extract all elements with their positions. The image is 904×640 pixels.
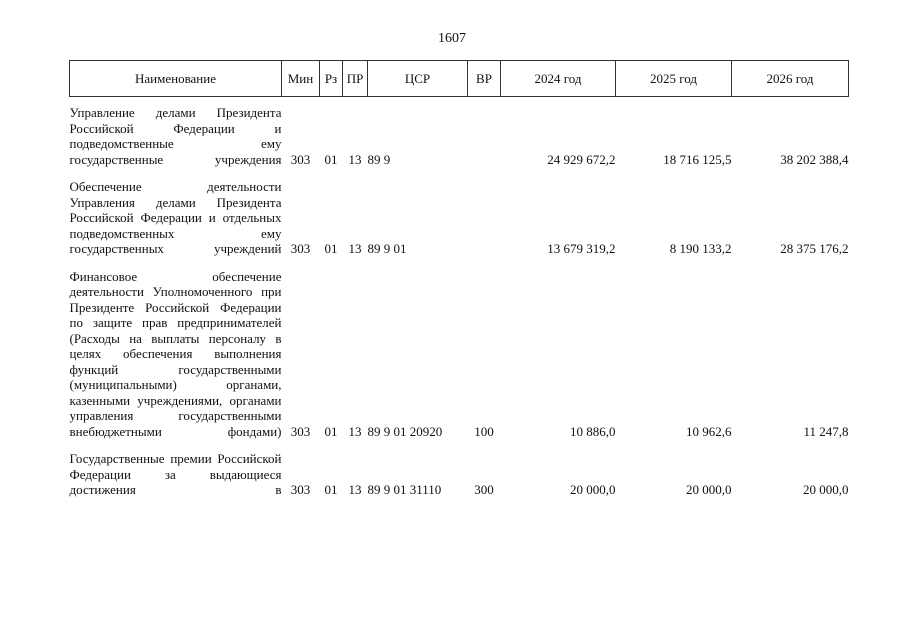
table-row <box>70 171 849 261</box>
table-row <box>70 261 849 444</box>
row-2026: 20 000,0 <box>803 482 849 497</box>
header-min: Мин <box>282 61 320 97</box>
row-2026: 11 247,8 <box>803 423 849 439</box>
header-pr: ПР <box>343 61 368 97</box>
header-2025: 2025 год <box>616 61 732 97</box>
table-row <box>70 105 849 171</box>
row-name: Государственные премии Российской Федерации за выдающиеся достижения в <box>69 451 282 497</box>
row-2024: 24 929 672,2 <box>547 151 616 167</box>
row-pr: 13 <box>348 151 362 167</box>
table-header-row <box>70 61 849 97</box>
row-vr <box>468 105 501 171</box>
row-min: 303 <box>290 482 311 497</box>
row-2024: 13 679 319,2 <box>547 241 616 256</box>
row-csr: 89 9 <box>367 151 391 167</box>
row-rz: 01 <box>324 482 338 497</box>
page-number: 1607 <box>438 31 466 46</box>
row-2025: 8 190 133,2 <box>669 241 732 256</box>
row-2025: 20 000,0 <box>686 482 732 497</box>
row-2026: 28 375 176,2 <box>780 241 849 256</box>
row-2024: 10 886,0 <box>570 423 616 439</box>
row-min: 303 <box>290 241 311 256</box>
row-min: 303 <box>290 423 311 439</box>
row-min: 303 <box>290 151 311 167</box>
row-vr <box>468 171 501 261</box>
table-row <box>70 443 849 502</box>
header-name: Наименование <box>70 61 282 97</box>
row-vr: 100 <box>474 423 494 439</box>
row-2026: 38 202 388,4 <box>780 151 849 167</box>
row-pr: 13 <box>348 482 362 497</box>
row-pr: 13 <box>348 241 362 256</box>
row-csr: 89 9 01 <box>367 241 407 256</box>
header-rz: Рз <box>320 61 343 97</box>
row-pr: 13 <box>348 423 362 439</box>
row-2025: 18 716 125,5 <box>663 151 732 167</box>
row-2025: 10 962,6 <box>686 423 732 439</box>
header-2024: 2024 год <box>501 61 616 97</box>
row-vr: 300 <box>474 482 494 497</box>
row-name: Обеспечение деятельности Управления делами Президента Российской Федерации и отдельных подведомственных ему государственных учреждений <box>69 179 282 256</box>
header-csr: ЦСР <box>368 61 468 97</box>
header-2026: 2026 год <box>732 61 849 97</box>
row-rz: 01 <box>324 241 338 256</box>
header-vr: ВР <box>468 61 501 97</box>
row-2024: 20 000,0 <box>570 482 616 497</box>
row-csr: 89 9 01 20920 <box>367 423 443 439</box>
row-name: Управление делами Президента Российской Федерации и подведомственные ему государственные учреждения <box>69 105 282 167</box>
row-rz: 01 <box>324 423 338 439</box>
budget-table <box>69 60 849 502</box>
row-csr: 89 9 01 31110 <box>367 482 442 497</box>
row-rz: 01 <box>324 151 338 167</box>
row-name: Финансовое обеспечение деятельности Уполномоченного при Президенте Российской Федерации по защите прав предпринимателей (Расходы на выплаты персоналу в целях обеспечения выполнения функций государственными (муниципальными) органами, казенными учреждениями, органами управления государственными внебюджетными фондами) <box>69 268 282 439</box>
